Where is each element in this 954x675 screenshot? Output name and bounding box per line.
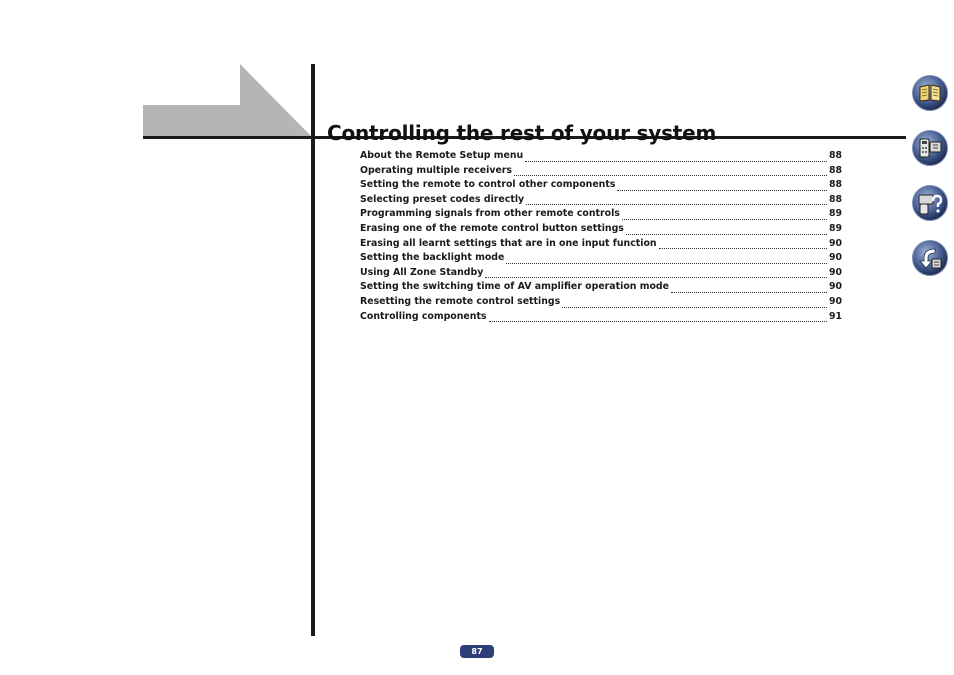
book-icon[interactable] — [911, 74, 949, 112]
toc-entry[interactable] — [360, 296, 842, 311]
toc-entry[interactable] — [360, 281, 842, 296]
toc-leader-dots — [506, 263, 827, 264]
toc-leader-dots — [526, 204, 827, 205]
table-of-contents — [360, 150, 842, 325]
toc-entry-label: Operating multiple receivers — [360, 164, 513, 176]
toc-entry-page: 90 — [828, 237, 842, 249]
toc-entry-label: Selecting preset codes directly — [360, 193, 525, 205]
toc-entry[interactable] — [360, 194, 842, 209]
toc-leader-dots — [514, 175, 827, 176]
toc-entry[interactable] — [360, 165, 842, 180]
toc-leader-dots — [626, 234, 827, 235]
toc-entry-label: Controlling components — [360, 310, 487, 322]
toc-entry[interactable] — [360, 150, 842, 165]
toc-entry-page: 91 — [828, 310, 842, 322]
toc-entry-label: Setting the switching time of AV amplifier operation mode — [360, 281, 669, 293]
toc-entry[interactable] — [360, 208, 842, 223]
toc-entry-page: 88 — [828, 150, 842, 161]
toc-entry[interactable] — [360, 238, 842, 253]
toc-entry-page: 89 — [828, 222, 842, 234]
toc-entry-label: Setting the remote to control other components — [360, 179, 616, 191]
toc-entry-label: Erasing all learnt settings that are in one input function — [360, 237, 657, 249]
toc-leader-dots — [659, 248, 827, 249]
toc-entry-page: 90 — [828, 281, 842, 293]
toc-leader-dots — [622, 219, 827, 220]
toc-entry[interactable] — [360, 252, 842, 267]
toc-entry[interactable] — [360, 311, 842, 326]
toc-entry-label: Erasing one of the remote control button settings — [360, 222, 624, 234]
chapter-tab-decoration — [143, 64, 313, 138]
toc-entry-label: Setting the backlight mode — [360, 252, 505, 264]
toc-entry-label: Programming signals from other remote controls — [360, 208, 620, 220]
toc-leader-dots — [485, 277, 827, 278]
toc-entry-label: Using All Zone Standby — [360, 266, 484, 278]
header-rule-left — [143, 136, 313, 139]
toc-entry-page: 88 — [828, 193, 842, 205]
toc-entry-page: 89 — [828, 208, 842, 220]
page-number-badge: 87 — [460, 645, 494, 658]
back-arrow-icon[interactable] — [911, 239, 949, 277]
toc-entry-label: Resetting the remote control settings — [360, 295, 561, 307]
toc-entry-label: About the Remote Setup menu — [360, 150, 524, 161]
vertical-rule — [311, 64, 315, 636]
toc-entry-page: 90 — [828, 295, 842, 307]
toc-leader-dots — [671, 292, 827, 293]
toc-entry[interactable] — [360, 223, 842, 238]
toc-entry[interactable] — [360, 179, 842, 194]
toc-leader-dots — [489, 321, 827, 322]
toc-entry[interactable] — [360, 267, 842, 282]
toc-entry-page: 88 — [828, 164, 842, 176]
toc-leader-dots — [562, 307, 827, 308]
toc-entry-page: 90 — [828, 252, 842, 264]
troubleshooting-icon[interactable] — [911, 184, 949, 222]
remote-receiver-icon[interactable] — [911, 129, 949, 167]
toc-entry-page: 88 — [828, 179, 842, 191]
page-title: Controlling the rest of your system — [327, 121, 717, 146]
toc-entry-page: 90 — [828, 266, 842, 278]
toc-leader-dots — [617, 190, 827, 191]
toc-leader-dots — [525, 161, 827, 162]
